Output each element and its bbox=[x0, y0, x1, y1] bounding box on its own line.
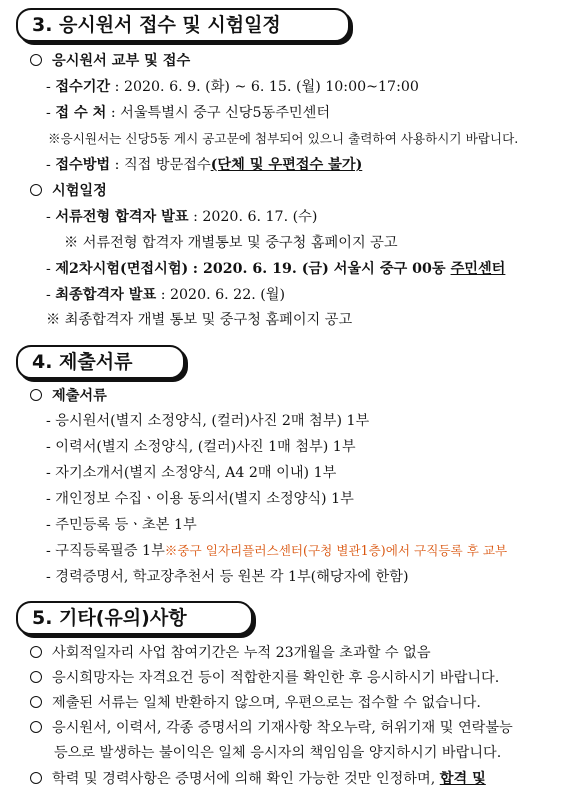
career-text: - 경력증명서, 학교장추천서 등 원본 각 1부(해당자에 한함) bbox=[46, 569, 409, 585]
doc-item-text: - 주민등록 등ㆍ초본 1부 bbox=[46, 517, 197, 533]
jobreg-text: - 구직등록필증 1부 bbox=[46, 543, 165, 559]
place-value: : 서울특별시 중구 신당5동주민센터 bbox=[110, 105, 331, 121]
doc-pass-row bbox=[46, 206, 317, 228]
method-label: 접수방법 bbox=[55, 157, 111, 173]
section-4-title-text: 4. 제출서류 bbox=[32, 351, 133, 373]
note-item bbox=[30, 768, 486, 790]
note-application-form-text: ※응시원서는 신당5동 게시 공고문에 첨부되어 있으니 출력하여 사용하시기 바랍니다. bbox=[48, 131, 519, 146]
circle-bullet-icon bbox=[30, 772, 42, 784]
period-row bbox=[46, 76, 419, 98]
interview-place: 주민센터 bbox=[450, 261, 506, 277]
circle-bullet-icon bbox=[30, 646, 42, 658]
method-value: : 직접 방문접수 bbox=[114, 157, 211, 173]
doc-item bbox=[46, 410, 369, 432]
dash: - bbox=[46, 105, 51, 121]
circle-bullet-icon bbox=[30, 184, 42, 196]
dash: - bbox=[46, 209, 51, 225]
section-4-title bbox=[16, 345, 185, 379]
method-row bbox=[46, 154, 362, 176]
circle-bullet-icon bbox=[30, 389, 42, 401]
period-value: : 2020. 6. 9. (화) ~ 6. 15. (월) 10:00~17:00 bbox=[114, 79, 419, 95]
method-emphasis: (단체 및 우편접수 불가) bbox=[210, 157, 363, 173]
doc-item bbox=[46, 514, 197, 536]
interview-value: : 2020. 6. 19. (금) 서울시 중구 00동 bbox=[192, 261, 451, 277]
note-item bbox=[30, 717, 513, 739]
doc-pass-label: 서류전형 합격자 발표 bbox=[55, 209, 189, 225]
circle-bullet-icon bbox=[30, 671, 42, 683]
note-item-text: 학력 및 경력사항은 증명서에 의해 확인 가능한 것만 인정하며, bbox=[52, 771, 440, 787]
doc-item-text: - 개인정보 수집ㆍ이용 동의서(별지 소정양식) 1부 bbox=[46, 491, 354, 507]
jobreg-row bbox=[46, 540, 507, 562]
subheading-documents bbox=[30, 385, 107, 407]
section-3-title bbox=[16, 8, 350, 42]
section-5-title-text: 5. 기타(유의)사항 bbox=[32, 607, 187, 629]
note-item-text: 사회적일자리 사업 참여기간은 누적 23개월을 초과할 수 없음 bbox=[52, 645, 431, 661]
period-label: 접수기간 bbox=[55, 79, 111, 95]
note-doc-pass-text: ※ 서류전형 합격자 개별통보 및 중구청 홈페이지 공고 bbox=[64, 235, 398, 251]
subheading-application bbox=[30, 50, 190, 72]
doc-item-text: - 이력서(별지 소정양식, (컬러)사진 1매 첨부) 1부 bbox=[46, 439, 356, 455]
doc-item bbox=[46, 488, 354, 510]
subheading-schedule-text: 시험일정 bbox=[52, 183, 107, 199]
note-item-continuation bbox=[54, 742, 501, 764]
doc-item bbox=[46, 566, 408, 588]
dash: - bbox=[46, 79, 51, 95]
subheading-application-text: 응시원서 교부 및 접수 bbox=[52, 53, 191, 69]
place-label: 접 수 처 bbox=[55, 105, 107, 121]
note-application-form bbox=[48, 128, 518, 150]
doc-item bbox=[46, 462, 336, 484]
note-final bbox=[46, 309, 352, 331]
dash: - bbox=[46, 287, 51, 303]
circle-bullet-icon bbox=[30, 696, 42, 708]
doc-item-text: - 자기소개서(별지 소정양식, A4 2매 이내) 1부 bbox=[46, 465, 337, 481]
note-final-text: ※ 최종합격자 개별 통보 및 중구청 홈페이지 공고 bbox=[46, 312, 353, 328]
section-3-title-text: 3. 응시원서 접수 및 시험일정 bbox=[32, 14, 281, 36]
doc-item bbox=[46, 436, 356, 458]
final-value: : 2020. 6. 22. (월) bbox=[160, 287, 286, 303]
jobreg-note: ※중구 일자리플러스센터(구청 별관1층)에서 구직등록 후 교부 bbox=[164, 543, 508, 558]
dash: - bbox=[46, 157, 51, 173]
circle-bullet-icon bbox=[30, 54, 42, 66]
note-doc-pass bbox=[64, 232, 398, 254]
final-row bbox=[46, 284, 285, 306]
dash: - bbox=[46, 261, 51, 277]
note-item-text: 응시희망자는 자격요건 등이 적합한지를 확인한 후 응시하시기 바랍니다. bbox=[52, 670, 500, 686]
interview-row bbox=[46, 258, 505, 280]
note-item bbox=[30, 642, 431, 664]
note-item-text: 응시원서, 이력서, 각종 증명서의 기재사항 착오누락, 허위기재 및 연락불능 bbox=[52, 720, 513, 736]
interview-label: 제2차시험(면접시험) bbox=[55, 261, 189, 277]
doc-item-text: - 응시원서(별지 소정양식, (컬러)사진 2매 첨부) 1부 bbox=[46, 413, 370, 429]
note-item bbox=[30, 692, 481, 714]
circle-bullet-icon bbox=[30, 721, 42, 733]
note-item-emphasis: 합격 및 bbox=[439, 771, 486, 787]
subheading-schedule bbox=[30, 180, 107, 202]
doc-pass-value: : 2020. 6. 17. (수) bbox=[193, 209, 318, 225]
final-label: 최종합격자 발표 bbox=[55, 287, 157, 303]
note-item-continuation-text: 등으로 발생하는 불이익은 일체 응시자의 책임임을 양지하시기 바랍니다. bbox=[54, 745, 502, 761]
note-item bbox=[30, 667, 499, 689]
subheading-documents-text: 제출서류 bbox=[52, 388, 107, 404]
note-item-text: 제출된 서류는 일체 반환하지 않으며, 우편으로는 접수할 수 없습니다. bbox=[52, 695, 481, 711]
section-5-title bbox=[16, 601, 253, 635]
place-row bbox=[46, 102, 330, 124]
